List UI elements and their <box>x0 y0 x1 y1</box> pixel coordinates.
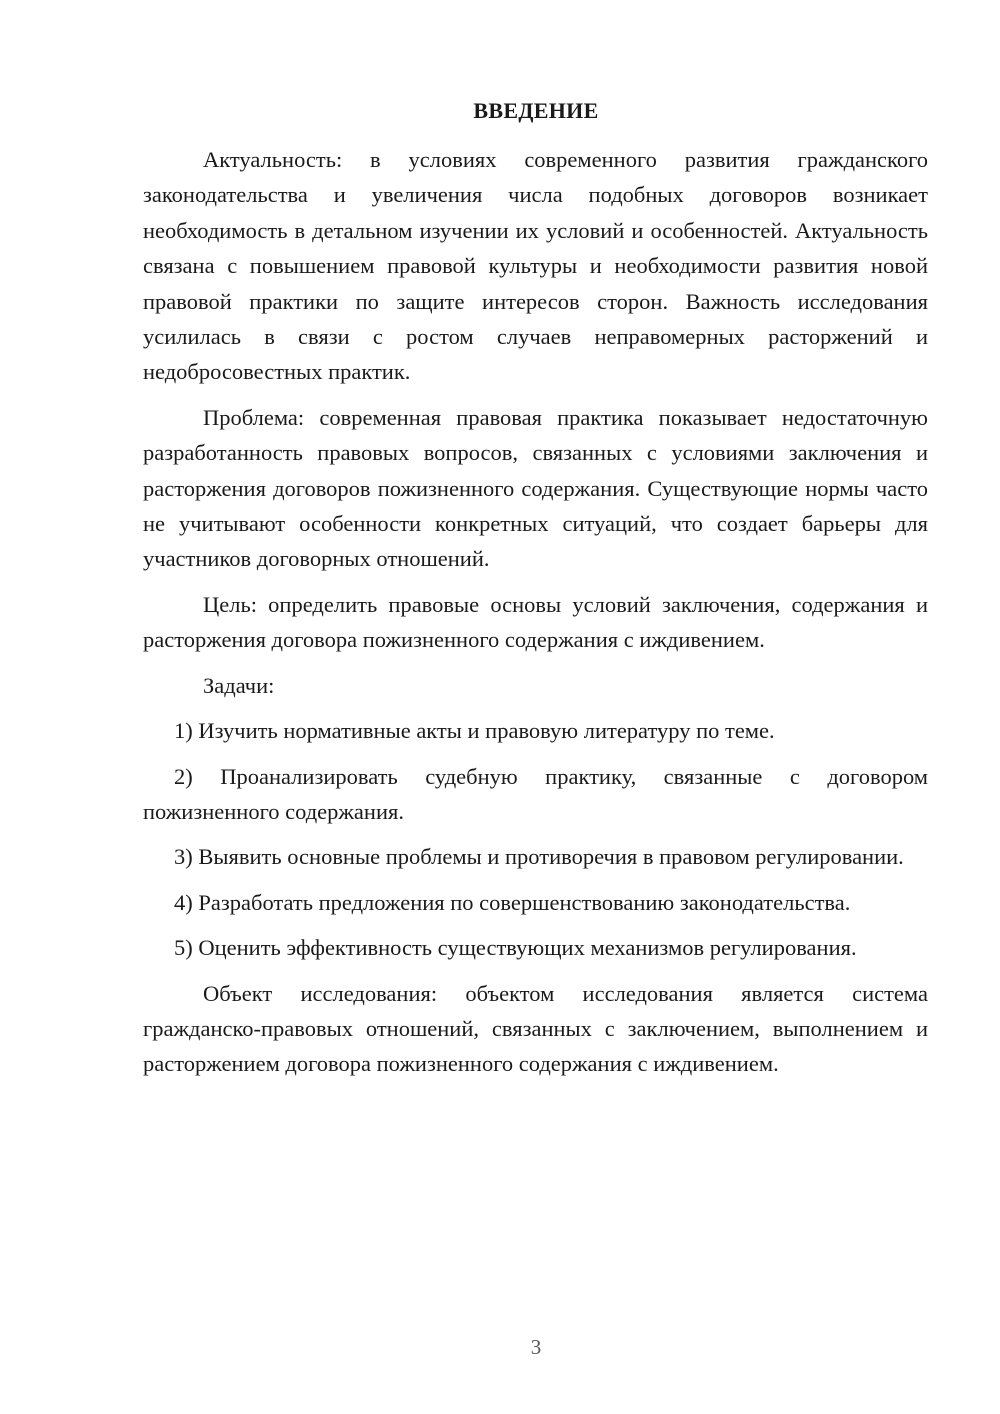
problem-paragraph: Проблема: современная правовая практика показывает недостаточную разработанность правовых вопросов, связанных с условиями заключения и расторжения договоров пожизненного содержания. Существующие нормы часто не учитывают особенности конкретных ситуаций, что создает барьеры для участников договорных отношений. <box>143 404 928 572</box>
goal-paragraph: Цель: определить правовые основы условий заключения, содержания и расторжения договора пожизненного содержания с иждивением. <box>143 591 928 653</box>
page-title: ВВЕДЕНИЕ <box>473 98 599 123</box>
task-item: 5) Оценить эффективность существующих механизмов регулирования. <box>174 935 857 961</box>
task-item: 2) Проанализировать судебную практику, связанные с договором пожизненного содержания. <box>143 763 928 824</box>
relevance-paragraph: Актуальность: в условиях современного развития гражданского законодательства и увеличения числа подобных договоров возникает необходимость в детальном изучении их условий и особенностей. Актуальность связана с повышением правовой культуры и необходимости развития новой правовой практики по защите интересов сторон. Важность исследования усилилась в связи с ростом случаев неправомерных расторжений и недобросовестных практик. <box>143 147 928 385</box>
task-item: 4) Разработать предложения по совершенствованию законодательства. <box>174 889 851 915</box>
body-text <box>143 142 928 1082</box>
page-number: 3 <box>530 1335 542 1359</box>
tasks-heading: Задачи: <box>203 672 275 698</box>
task-item: 3) Выявить основные проблемы и противоречия в правовом регулировании. <box>174 844 904 870</box>
task-item: 1) Изучить нормативные акты и правовую литературу по теме. <box>174 718 775 744</box>
object-paragraph: Объект исследования: объектом исследования является система гражданско-правовых отношений, связанных с заключением, выполнением и расторжением договора пожизненного содержания с иждивением. <box>143 980 928 1077</box>
